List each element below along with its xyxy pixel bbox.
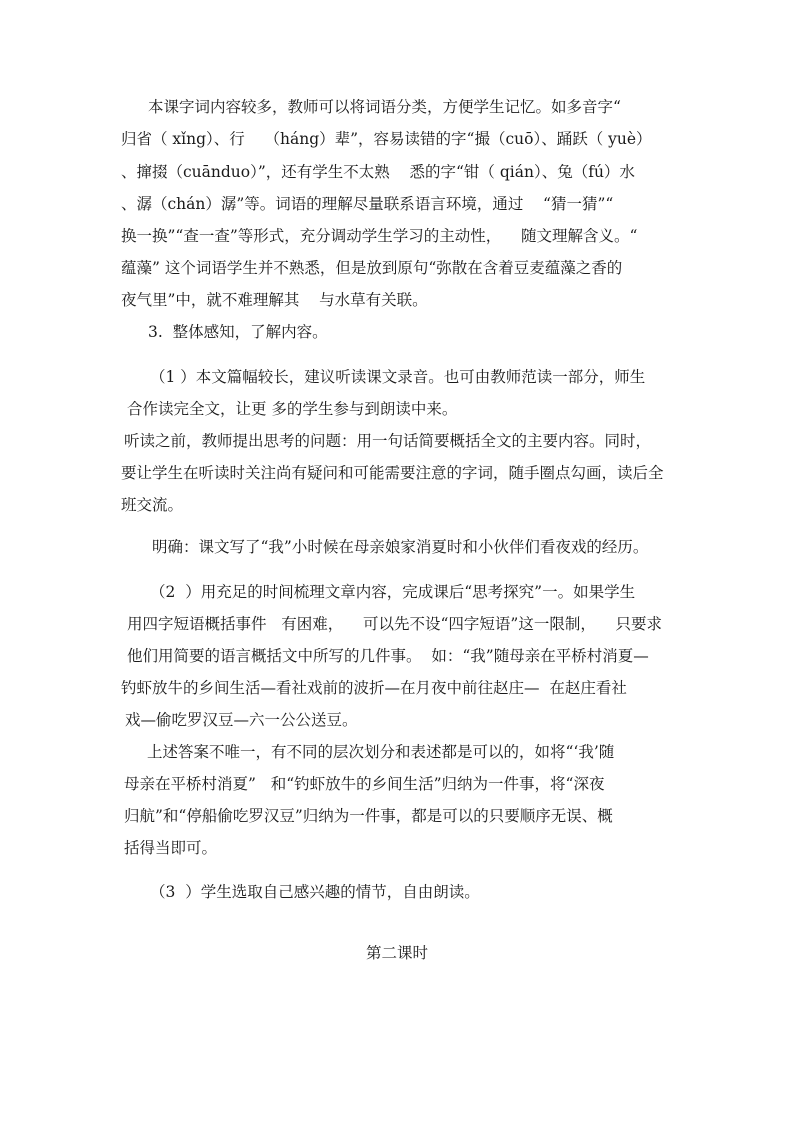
paragraph-line: 要让学生在听读时关注尚有疑问和可能需要注意的字词，随手圈点勾画，读后全: [121, 464, 664, 482]
paragraph-line: 括得当即可。: [124, 839, 218, 857]
list-item-line: （3 ）学生选取自己感兴趣的情节，自由朗读。: [150, 883, 480, 901]
list-item-line: （1 ）本文篇幅较长，建议听读课文录音。也可由教师范读一部分，师生: [150, 368, 646, 386]
paragraph-line: 、撺掇（cuānduo）”，还有学生不太熟 悉的字“钳（ qián）、兔（fú）水: [121, 163, 635, 181]
list-item-line: 钓虾放牛的乡间生活—看社戏前的波折—在月夜中前往赵庄— 在赵庄看社: [121, 679, 627, 697]
list-item-line: 他们用简要的语言概括文中所写的几件事。 如：“我”随母亲在平桥村消夏—: [127, 647, 649, 665]
paragraph-line: 归省（ xǐng）、行 （háng）辈”，容易读错的字“撮（cuō）、踊跃（ yuè）: [121, 130, 652, 148]
paragraph-line: 蕴藻” 这个词语学生并不熟悉，但是放到原句“弥散在含着豆麦蕴藻之香的: [121, 259, 623, 277]
paragraph-line: 本课字词内容较多，教师可以将词语分类，方便学生记忆。如多音字“: [148, 98, 621, 116]
paragraph-line: 、潺（chán）潺”等。词语的理解尽量联系语言环境，通过 “猜一猜”“: [121, 195, 614, 213]
paragraph-line: 班交流。: [121, 496, 184, 514]
paragraph-line: 上述答案不唯一，有不同的层次划分和表述都是可以的，如将“‘我’随: [147, 743, 615, 761]
list-item-line: 合作读完全文，让更 多的学生参与到朗读中来。: [127, 400, 458, 418]
lesson-heading: 第二课时: [365, 944, 428, 962]
paragraph-line: 听读之前，教师提出思考的问题：用一句话简要概括全文的主要内容。同时，: [124, 432, 652, 450]
paragraph-line: 夜气里”中，就不难理解其 与水草有关联。: [121, 291, 428, 309]
paragraph-line: 归航”和“停船偷吃罗汉豆”归纳为一件事，都是可以的只要顺序无误、概: [124, 807, 613, 825]
section-heading: 3. 整体感知，了解内容。: [148, 323, 328, 341]
list-item-line: （2 ）用充足的时间梳理文章内容，完成课后“思考探究”一。如果学生: [150, 583, 636, 601]
list-item-line: 用四字短语概括事件 有困难， 可以先不设“四字短语”这一限制， 只要求: [127, 615, 663, 633]
paragraph-line: 换一换”“查一查”等形式，充分调动学生学习的主动性， 随文理解含义。“: [121, 227, 638, 245]
list-item-line: 戏—偷吃罗汉豆—六一公公送豆。: [125, 711, 358, 729]
paragraph-line: 母亲在平桥村消夏” 和“钓虾放牛的乡间生活”归纳为一件事，将“深夜: [124, 775, 605, 793]
clarify-statement: 明确：课文写了“我”小时候在母亲娘家消夏时和小伙伴们看夜戏的经历。: [152, 538, 649, 556]
